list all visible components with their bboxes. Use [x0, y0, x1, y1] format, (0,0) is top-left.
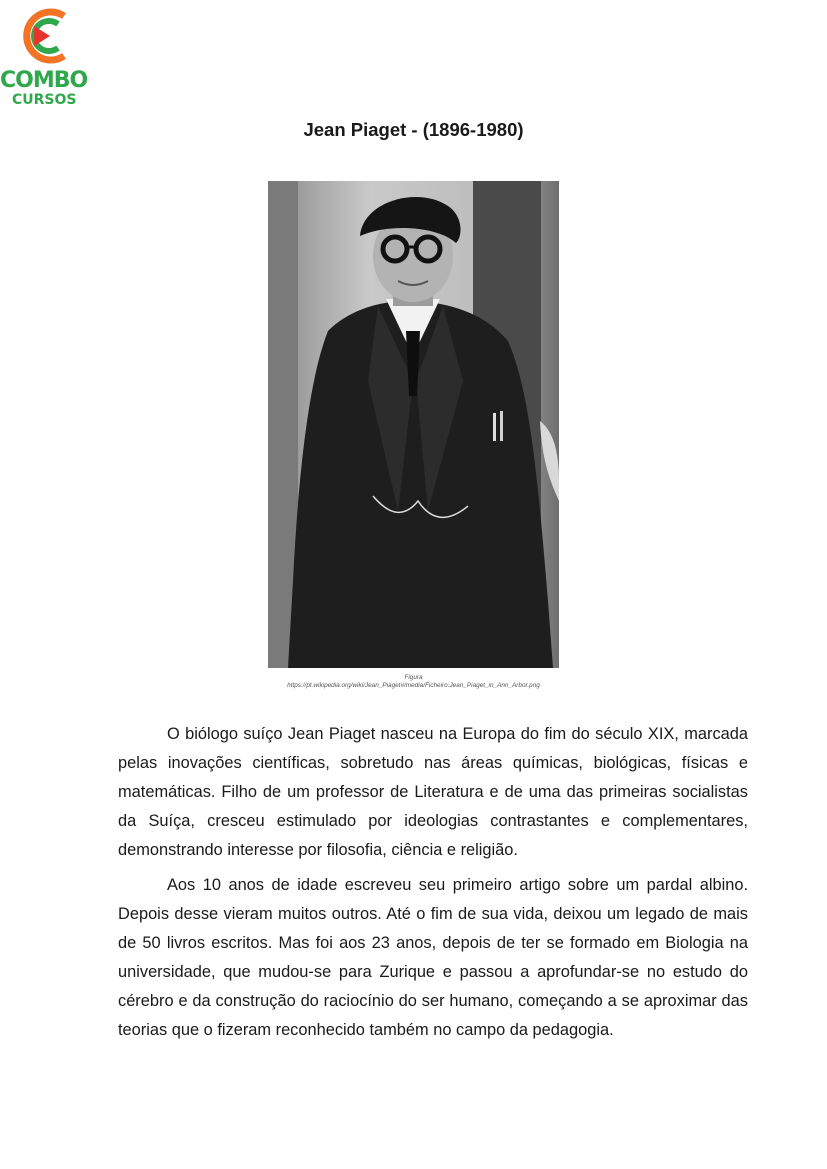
body-text — [118, 720, 748, 1051]
figure-caption-label: Figura — [404, 674, 423, 681]
page-title: Jean Piaget - (1896-1980) — [303, 119, 524, 140]
paragraph-1: O biólogo suíço Jean Piaget nasceu na Europa do fim do século XIX, marcada pelas inovações científicas, sobretudo nas áreas químicas, biológicas, físicas e matemáticas. Filho de um professor de Literatura e de uma das primeiras socialistas da Suíça, cresceu estimulado por ideologias contrastantes e complementares, demonstrando interesse por filosofia, ciência e religião. — [118, 725, 748, 859]
logo-wordmark: COMBO — [0, 68, 88, 93]
logo-subtitle: CURSOS — [12, 92, 77, 108]
logo-mark-icon — [16, 6, 72, 66]
figure-caption-source: https://pt.wikipedia.org/wiki/Jean_Piaget#/media/Ficheiro:Jean_Piaget_in_Ann_Arbor.png — [287, 682, 540, 689]
combo-cursos-logo — [0, 6, 96, 106]
portrait-photo — [268, 181, 559, 668]
paragraph-2: Aos 10 anos de idade escreveu seu primeiro artigo sobre um pardal albino. Depois desse vieram muitos outros. Até o fim de sua vida, deixou um legado de mais de 50 livros escritos. Mas foi aos 23 anos, depois de ter se formado em Biologia na universidade, que mudou-se para Zurique e passou a aprofundar-se no estudo do cérebro e da construção do raciocínio do ser humano, começando a se aproximar das teorias que o fizeram reconhecido também no campo da pedagogia. — [118, 876, 748, 1039]
